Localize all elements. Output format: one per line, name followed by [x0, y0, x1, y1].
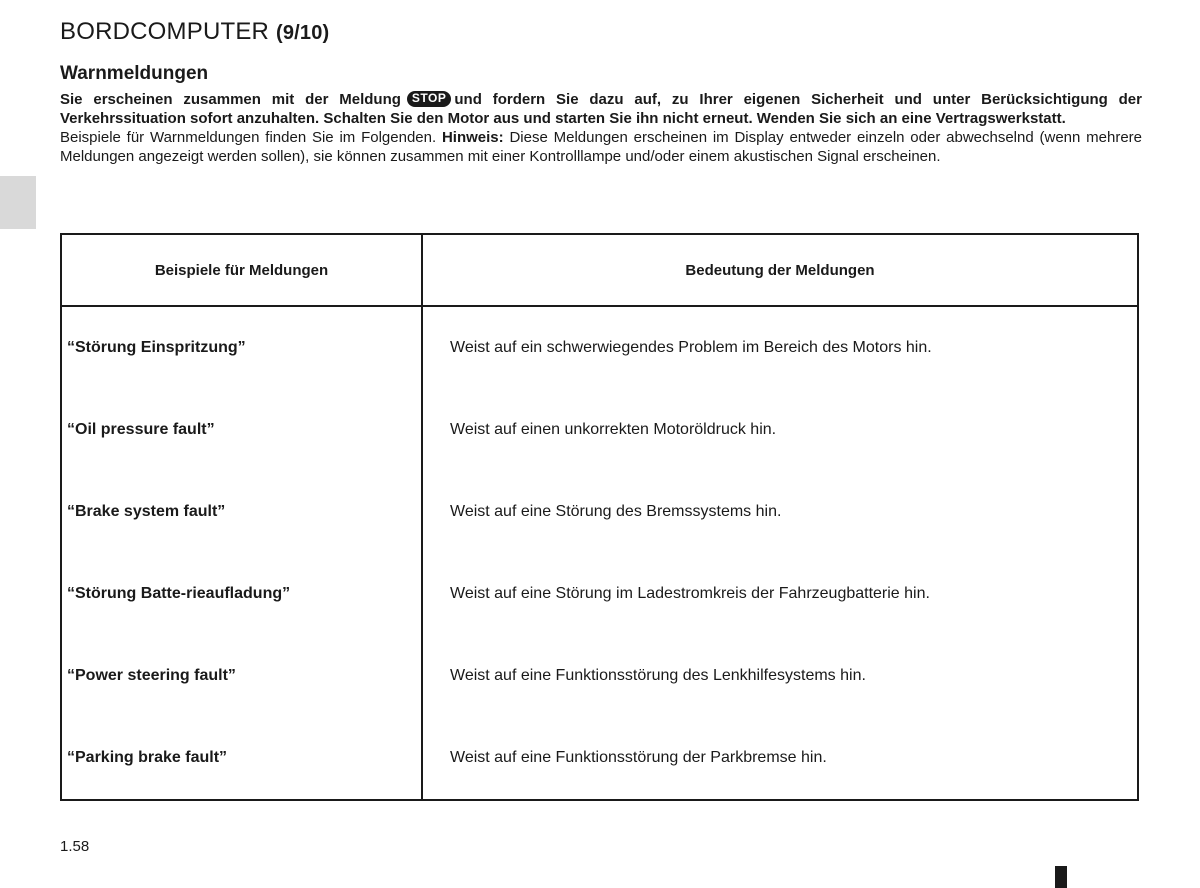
table-header-meaning: Bedeutung der Meldungen: [685, 261, 875, 279]
table-row: [62, 667, 1137, 691]
table-row: [62, 503, 1137, 527]
warning-text-part2: und fordern Sie dazu auf, zu Ihrer eigenen Sicherheit und unter Berücksichtigung der Verkehrssituation sofort anzuhalten. Schalten Sie den Motor aus und starten Sie ihn nicht erneut. Wenden Sie sich an eine Vertragswerkstatt.: [60, 91, 1142, 127]
section-heading: Warnmeldungen: [60, 63, 209, 84]
message-cell: “Störung Batte-rieaufladung”: [67, 585, 291, 602]
table-header-messages: Beispiele für Meldungen: [154, 261, 329, 279]
intro-paragraph: [60, 90, 1142, 166]
table-row: [62, 421, 1137, 445]
meaning-cell: Weist auf eine Störung im Ladestromkreis der Fahrzeugbatterie hin.: [450, 585, 930, 602]
examples-note: [60, 128, 1142, 166]
page-number: 1.58: [60, 838, 90, 855]
stop-icon: STOP: [407, 91, 451, 107]
message-cell: “Power steering fault”: [67, 667, 236, 684]
meaning-cell: Weist auf eine Funktionsstörung der Parkbremse hin.: [450, 749, 827, 766]
message-cell: “Brake system fault”: [67, 503, 226, 520]
hint-label: Hinweis:: [441, 129, 504, 146]
message-cell: “Oil pressure fault”: [67, 421, 215, 438]
hint-text: Diese Meldungen erscheinen im Display entweder einzeln oder abwechselnd (wenn mehrere Meldungen angezeigt werden sollen), sie können zusammen mit einer Kontrolllampe und/oder einem akustischen Signal erscheinen.: [60, 129, 1143, 165]
meaning-cell: Weist auf eine Störung des Bremssystems hin.: [450, 503, 782, 520]
examples-text: Beispiele für Warnmeldungen finden Sie im Folgenden.: [60, 129, 437, 146]
meaning-cell: Weist auf einen unkorrekten Motoröldruck hin.: [450, 421, 777, 438]
table-header-divider: [62, 305, 1137, 307]
message-cell: “Störung Einspritzung”: [67, 339, 246, 356]
meaning-cell: Weist auf ein schwerwiegendes Problem im Bereich des Motors hin.: [450, 339, 932, 356]
table-row: [62, 585, 1137, 609]
warning-instruction: [60, 90, 1142, 128]
table-row: [62, 339, 1137, 363]
warning-messages-table: [60, 233, 1139, 801]
warning-text-part1: Sie erscheinen zusammen mit der Meldung: [60, 91, 401, 108]
page-corner-marker: [1055, 866, 1067, 888]
message-cell: “Parking brake fault”: [67, 749, 228, 766]
meaning-cell: Weist auf eine Funktionsstörung des Lenkhilfesystems hin.: [450, 667, 866, 684]
table-row: [62, 749, 1137, 773]
page-title-counter: (9/10): [275, 22, 330, 44]
page-title: [60, 18, 329, 46]
page-title-text: BORDCOMPUTER: [60, 18, 270, 45]
chapter-tab-marker: [0, 176, 36, 229]
